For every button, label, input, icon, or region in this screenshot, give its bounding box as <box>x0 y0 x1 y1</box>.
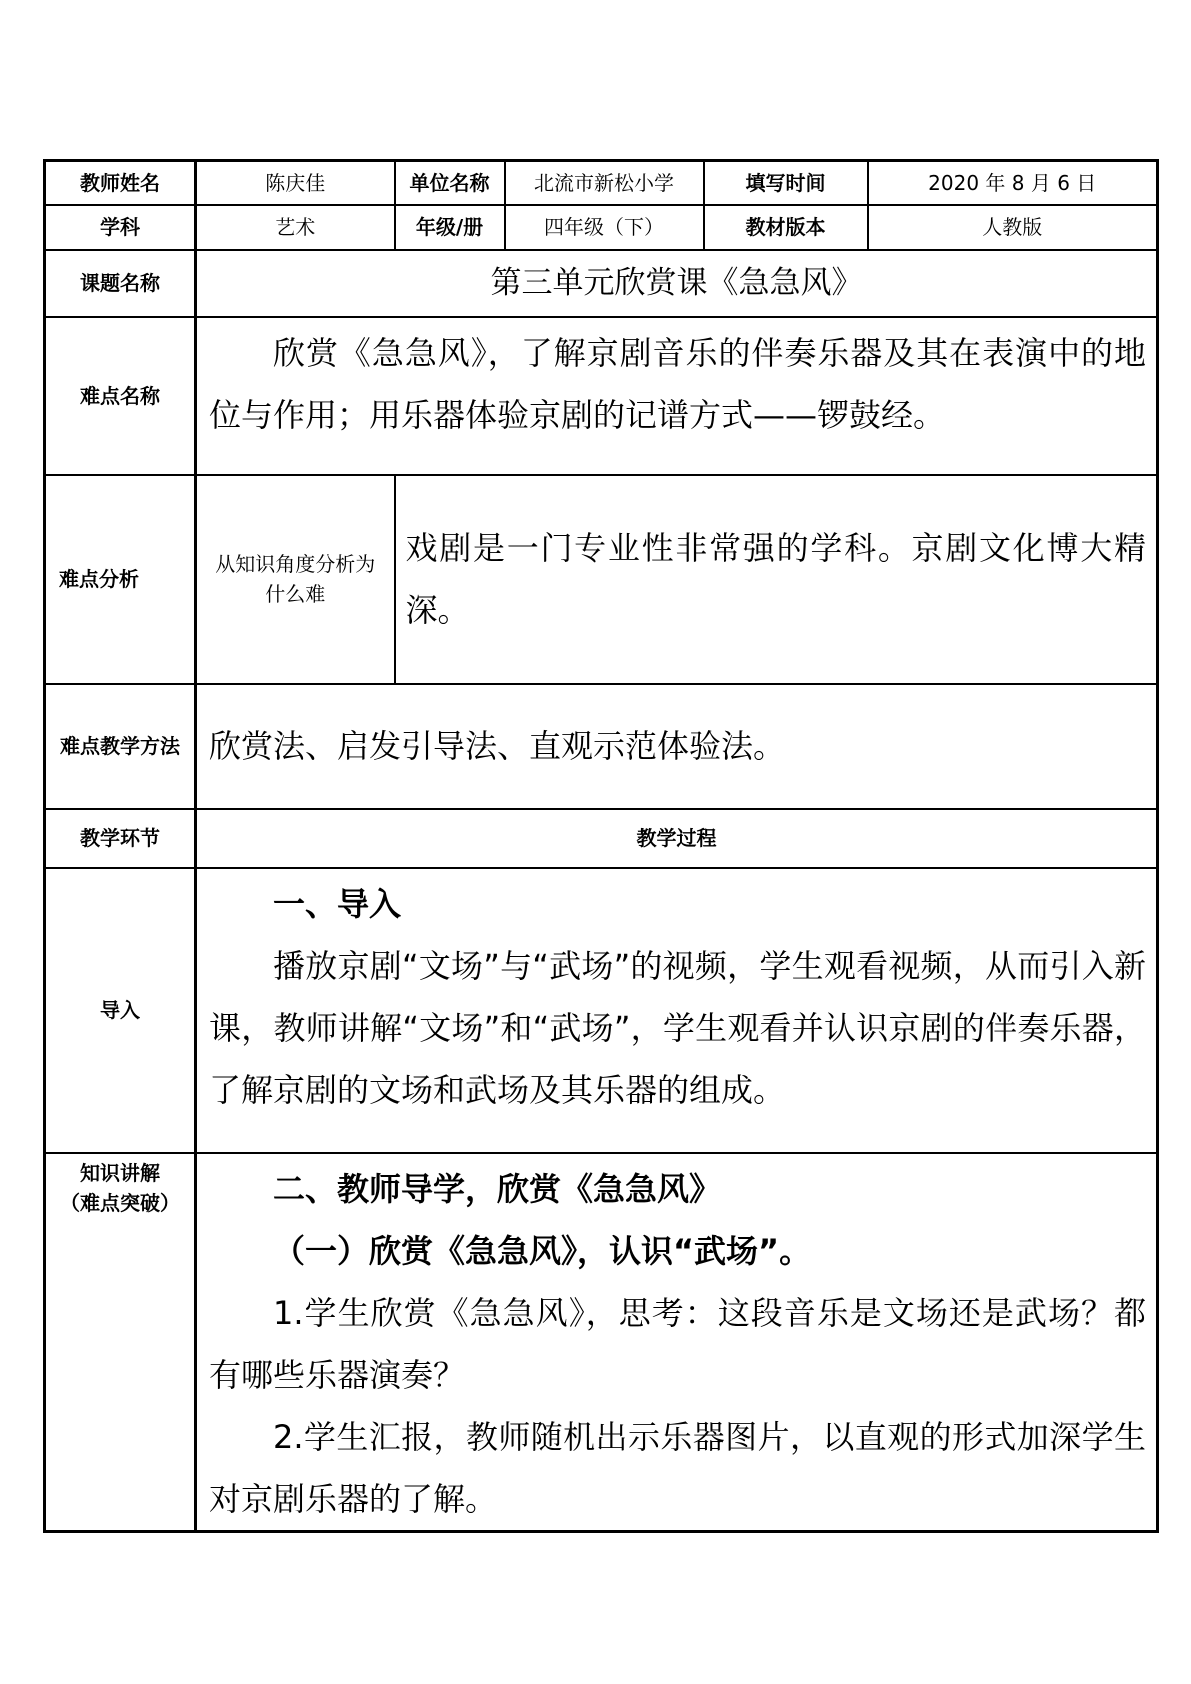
stage-knowledge-paragraph: 1.学生欣赏《急急风》，思考：这段音乐是文场还是武场？都有哪些乐器演奏？ <box>209 1293 1146 1394</box>
topic-row <box>45 250 1158 317</box>
difficulty-label: 难点名称 <box>45 317 196 475</box>
difficulty-cell <box>196 317 1158 475</box>
analysis-label: 难点分析 <box>45 475 196 684</box>
analysis-angle: 从知识角度分析为什么难 <box>196 475 395 684</box>
info-row-teacher <box>45 161 1158 205</box>
method-row <box>45 684 1158 809</box>
stage-knowledge-heading: 二、教师导学，欣赏《急急风》 <box>273 1169 722 1208</box>
grade-label: 年级/册 <box>395 205 505 250</box>
stage-intro-content <box>196 868 1158 1153</box>
topic-label: 课题名称 <box>45 250 196 317</box>
stage-intro-row <box>45 868 1158 1153</box>
teacher-name-value: 陈庆佳 <box>196 161 395 205</box>
stage-intro-label: 导入 <box>45 868 196 1153</box>
method-label: 难点教学方法 <box>45 684 196 809</box>
process-column-header: 教学过程 <box>196 809 1158 868</box>
analysis-row <box>45 475 1158 684</box>
stage-intro-paragraph: 播放京剧“文场”与“武场”的视频，学生观看视频，从而引入新课，教师讲解“文场”和“武场”，学生观看并认识京剧的伴奏乐器，了解京剧的文场和武场及其乐器的组成。 <box>209 946 1146 1109</box>
stage-knowledge-paragraph: 2.学生汇报，教师随机出示乐器图片，以直观的形式加深学生对京剧乐器的了解。 <box>209 1417 1146 1518</box>
topic-title: 第三单元欣赏课《急急风》 <box>196 250 1158 317</box>
school-value: 北流市新松小学 <box>505 161 704 205</box>
grade-value: 四年级（下） <box>505 205 704 250</box>
info-row-subject <box>45 205 1158 250</box>
stage-knowledge-label-title: 知识讲解 <box>80 1160 160 1185</box>
edition-label: 教材版本 <box>704 205 868 250</box>
method-text: 欣赏法、启发引导法、直观示范体验法。 <box>196 684 1158 809</box>
stage-knowledge-subheading: （一）欣赏《急急风》，认识“武场”。 <box>273 1231 812 1270</box>
subject-value: 艺术 <box>196 205 395 250</box>
teacher-name-label: 教师姓名 <box>45 161 196 205</box>
difficulty-text: 欣赏《急急风》，了解京剧音乐的伴奏乐器及其在表演中的地位与作用；用乐器体验京剧的记谱方式——锣鼓经。 <box>209 333 1146 434</box>
process-header-row <box>45 809 1158 868</box>
subject-label: 学科 <box>45 205 196 250</box>
fill-date-value: 2020 年 8 月 6 日 <box>868 161 1158 205</box>
fill-date-label: 填写时间 <box>704 161 868 205</box>
stage-knowledge-row <box>45 1153 1158 1532</box>
analysis-text: 戏剧是一门专业性非常强的学科。京剧文化博大精深。 <box>395 475 1158 684</box>
school-label: 单位名称 <box>395 161 505 205</box>
edition-value: 人教版 <box>868 205 1158 250</box>
lesson-plan-table <box>43 159 1159 1533</box>
stage-knowledge-label <box>45 1153 196 1532</box>
stage-intro-heading: 一、导入 <box>273 884 402 923</box>
stage-knowledge-content <box>196 1153 1158 1532</box>
stage-column-header: 教学环节 <box>45 809 196 868</box>
stage-knowledge-label-note: （难点突破） <box>60 1190 180 1215</box>
difficulty-row <box>45 317 1158 475</box>
